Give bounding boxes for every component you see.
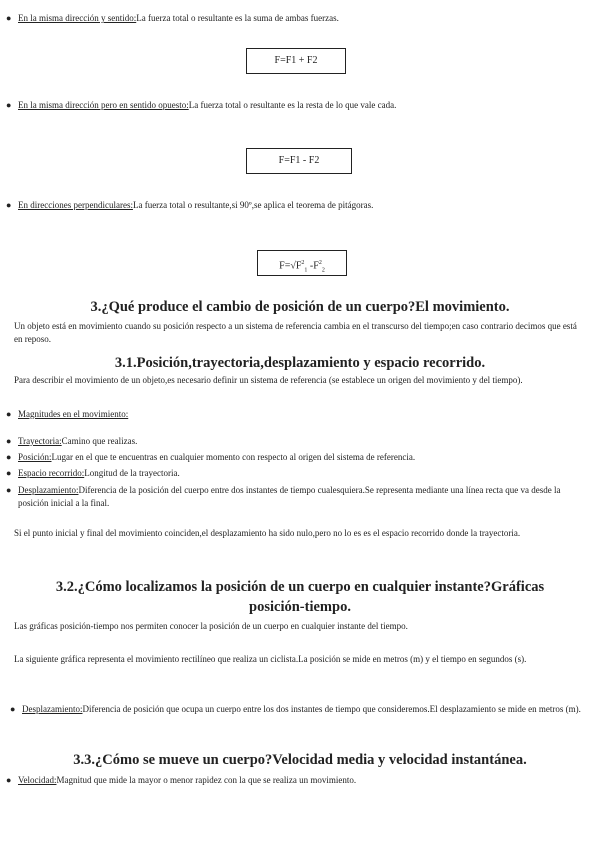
bullet-icon: ●: [6, 100, 12, 110]
bullet-icon: ●: [6, 200, 12, 210]
list-item-desplazamiento: ● Desplazamiento:Diferencia de la posición del cuerpo entre dos instantes de tiempo cualesquiera.Se representa mediante una línea recta que va desde la posición inicial a la final.: [6, 484, 586, 510]
section-3-1-text: Para describir el movimiento de un objeto,es necesario definir un sistema de referencia (se establece un origen del movimiento y del tiempo).: [14, 375, 523, 385]
bullet-icon: ●: [6, 13, 12, 23]
section-3-3-title: 3.3.¿Cómo se mueve un cuerpo?Velocidad media y velocidad instantánea.: [73, 752, 527, 768]
bullet-same-direction: [6, 12, 586, 25]
bullet-icon: ●: [6, 436, 12, 446]
magnitudes-heading: ● Magnitudes en el movimiento:: [6, 408, 586, 421]
section-3-1-note: Si el punto inicial y final del movimiento coinciden,el desplazamiento ha sido nulo,pero no lo es es el espacio recorrido donde la trayectoria.: [14, 528, 521, 538]
section-3-2-text-1: Las gráficas posición-tiempo nos permiten conocer la posición de un cuerpo en cualquier instante del tiempo.: [14, 621, 408, 631]
section-3-2-title: 3.2.¿Cómo localizamos la posición de un cuerpo en cualquier instante?Gráficas posición-tiempo.: [55, 579, 545, 615]
bullet-text: La fuerza total o resultante es la suma de ambas fuerzas.: [136, 13, 339, 23]
bullet-icon: ●: [6, 468, 12, 478]
section-3-2-text-2: La siguiente gráfica representa el movimiento rectilíneo que realiza un ciclista.La posición se mide en metros (m) y el tiempo en segundos (s).: [14, 654, 527, 664]
list-item-espacio-recorrido: ● Espacio recorrido:Longitud de la trayectoria.: [6, 467, 586, 480]
list-item-posicion: ● Posición:Lugar en el que te encuentras en cualquier momento con respecto al origen del sistema de referencia.: [6, 451, 586, 464]
bullet-icon: ●: [6, 409, 12, 419]
list-item-velocidad: ● Velocidad:Magnitud que mide la mayor o menor rapidez con la que se realiza un movimiento.: [6, 774, 586, 787]
section-3-title: 3.¿Qué produce el cambio de posición de un cuerpo?El movimiento.: [90, 299, 510, 315]
formula-pythagoras: $F=√F^2_1$ $-F^2_2$: [257, 250, 347, 276]
bullet-opposite-direction: [6, 99, 586, 112]
formula-difference: F=F1 - F2: [246, 148, 352, 174]
section-3-text: Un objeto está en movimiento cuando su posición respecto a un sistema de referencia cambia en el transcurso del tiempo;en caso contrario decimos que está en reposo.: [14, 321, 577, 345]
bullet-head: En la misma dirección y sentido:: [18, 13, 137, 23]
bullet-icon: ●: [10, 704, 16, 714]
list-item-trayectoria: ● Trayectoria:Camino que realizas.: [6, 435, 586, 448]
bullet-text: La fuerza total o resultante,si 90º,se aplica el teorema de pitágoras.: [132, 200, 374, 210]
bullet-head: En direcciones perpendiculares:: [18, 200, 133, 210]
list-item-desplazamiento-2: ● Desplazamiento:Diferencia de posición que ocupa un cuerpo entre los dos instantes de tiempo que consideremos.El desplazamiento se mide en metros (m).: [10, 703, 586, 716]
bullet-head: En la misma dirección pero en sentido opuesto:: [18, 100, 189, 110]
bullet-icon: ●: [6, 775, 12, 785]
formula-sum: F=F1 + F2: [246, 48, 346, 74]
bullet-text: La fuerza total o resultante es la resta de lo que vale cada.: [188, 100, 397, 110]
bullet-perpendicular: [6, 199, 586, 212]
bullet-icon: ●: [6, 452, 12, 462]
section-3-1-title: 3.1.Posición,trayectoria,desplazamiento y espacio recorrido.: [114, 355, 486, 371]
bullet-icon: ●: [6, 485, 12, 495]
